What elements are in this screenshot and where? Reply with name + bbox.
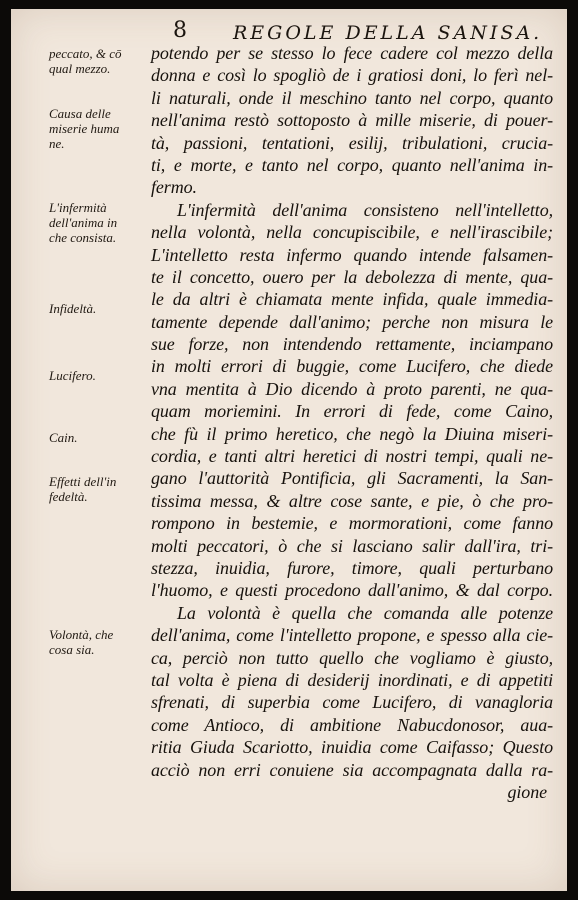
text-line: molti peccatori, ò che si lasciano salir dall'ira, tri- — [151, 535, 553, 556]
text-line: tissima messa, & altre cose sante, e pie, ò che pro- — [151, 490, 553, 511]
marginal-note-line: fedeltà. — [49, 489, 88, 504]
text-line: acciò non erri conuiene sia accompagnata dalla ra- — [151, 759, 553, 780]
marginal-note — [49, 627, 153, 657]
text-line: te il concetto, ouero per la debolezza di mente, qua- — [151, 266, 553, 287]
text-line: fermo. — [151, 177, 197, 198]
marginal-note — [49, 106, 153, 151]
book-page — [11, 9, 567, 891]
text-line: rompono in bestemie, e mormorationi, come fanno — [151, 513, 553, 534]
text-line: in molti errori di buggie, come Lucifero, che diede — [151, 356, 553, 377]
text-line: tal volta è piena di desiderij inordinati, e di appetiti — [151, 669, 553, 690]
text-line: quam moriemini. In errori di fede, come Caino, — [151, 401, 553, 422]
text-line: gano l'auttorità Pontificia, gli Sacramenti, la San- — [151, 468, 553, 489]
marginal-note-line: qual mezzo. — [49, 61, 111, 76]
marginal-note-line: Cain. — [49, 430, 78, 445]
marginal-note-line: Volontà, che — [49, 627, 114, 642]
running-head: REGOLE DELLA SANISA. — [233, 22, 543, 44]
text-line: sue forze, non intendendo rettamente, inciampano — [151, 334, 553, 355]
marginal-note — [49, 430, 153, 445]
text-line: tamente depende dall'animo; perche non misura le — [151, 311, 553, 332]
marginal-note-line: dell'anima in — [49, 215, 118, 230]
text-line: potendo per se stesso lo fece cadere col mezzo della — [151, 43, 553, 63]
marginal-note-line: Infideltà. — [49, 301, 97, 316]
text-line: li naturali, onde il meschino tanto nel corpo, quanto — [151, 87, 553, 108]
marginal-note-line: Causa delle — [49, 106, 111, 121]
page-number: 8 — [173, 18, 187, 43]
marginal-note-line: peccato, & cō — [49, 46, 122, 61]
text-line: La volontà è quella che comanda alle potenze — [177, 602, 553, 623]
text-line: che fù il primo heretico, che negò la Diuina miseri- — [151, 423, 553, 444]
text-line: le da altri è chiamata mente infida, quale immedia- — [151, 289, 553, 310]
text-line: l'huomo, e questi procedono dall'animo, & dal corpo. — [151, 580, 553, 601]
text-line: cordia, e tanti altri heretici di nostri tempi, quali ne- — [151, 446, 553, 467]
marginal-note-line: ne. — [49, 136, 65, 151]
text-line: ritia Giuda Scariotto, inuidia come Caifasso; Questo — [151, 737, 553, 758]
marginal-note-line: Lucifero. — [49, 368, 96, 383]
text-line: stezza, inuidia, furore, timore, quali perturbano — [151, 557, 553, 578]
marginal-note-line: che consista. — [49, 230, 117, 245]
text-line: ti, e morte, e tanto nel corpo, quanto nell'anima in- — [151, 154, 553, 175]
marginal-note-line: miserie huma — [49, 121, 120, 136]
text-line: gione — [507, 781, 547, 802]
text-line: sfrenati, di superbia come Lucifero, di vanagloria — [151, 692, 553, 713]
body-text — [151, 42, 553, 803]
text-line: L'intelletto resta infermo quando intende falsamen- — [151, 244, 553, 265]
text-line: nell'anima restò sottoposto à mille miserie, di pouer- — [151, 110, 553, 131]
marginal-note — [49, 46, 153, 76]
page-header — [11, 11, 567, 45]
marginal-note — [49, 474, 153, 504]
text-line: dell'anima, come l'intelletto propone, e spesso alla cie- — [151, 625, 553, 646]
text-line: donna e così lo spogliò de i gratiosi doni, lo ferì nel- — [151, 65, 553, 86]
marginal-note — [49, 200, 153, 245]
text-line: ca, perciò non tutto quello che vogliamo è giusto, — [151, 647, 553, 668]
text-line: L'infermità dell'anima consisteno nell'intelletto, — [177, 199, 553, 220]
marginal-note-line: L'infermità — [49, 200, 107, 215]
text-line: tà, passioni, tentationi, esilij, tribulationi, crucia- — [151, 132, 553, 153]
text-line: vna mentita à Dio dicendo à proto parenti, ne qua- — [151, 378, 553, 399]
marginal-note — [49, 301, 153, 316]
marginal-note — [49, 368, 153, 383]
marginal-note-line: cosa sia. — [49, 642, 95, 657]
text-line: nella volontà, nella concupiscibile, e nell'irascibile; — [151, 222, 553, 243]
text-line: come Antioco, di ambitione Nabucdonosor, aua- — [151, 714, 553, 735]
marginal-note-line: Effetti dell'in — [49, 474, 117, 489]
